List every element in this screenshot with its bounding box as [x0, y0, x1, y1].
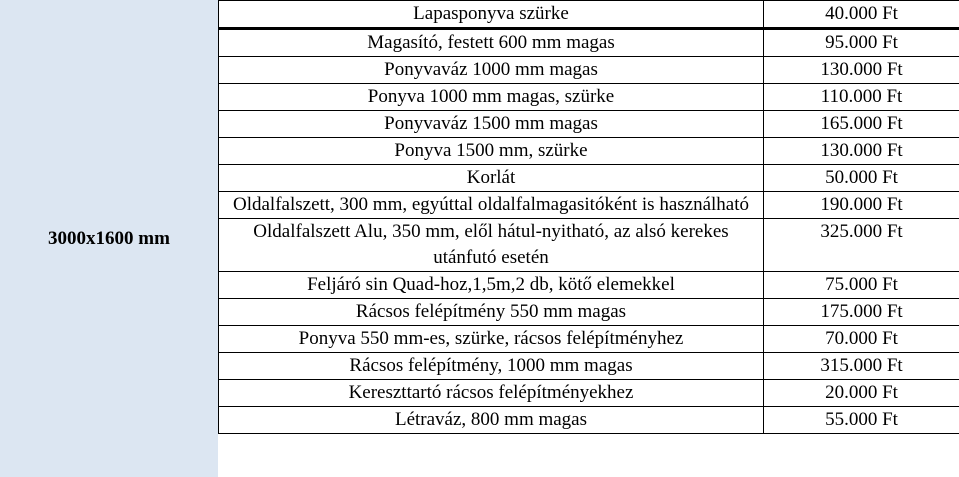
size-column: [0, 0, 218, 477]
item-cell: Létraváz, 800 mm magas: [219, 407, 764, 434]
item-cell: Rácsos felépítmény, 1000 mm magas: [219, 353, 764, 380]
table-row: [219, 1, 959, 29]
price-cell: 190.000 Ft: [764, 192, 959, 219]
item-cell: Ponyvaváz 1500 mm magas: [219, 111, 764, 138]
price-table: [218, 0, 959, 434]
table-row: [219, 57, 959, 84]
price-cell: 20.000 Ft: [764, 380, 959, 407]
item-cell: Oldalfalszett Alu, 350 mm, elől hátul-nyitható, az alsó kerekes utánfutó esetén: [219, 219, 764, 272]
item-cell: Kereszttartó rácsos felépítményekhez: [219, 380, 764, 407]
price-cell: 315.000 Ft: [764, 353, 959, 380]
item-cell: Lapasponyva szürke: [219, 1, 764, 29]
table-row: [219, 219, 959, 272]
table-row: [219, 326, 959, 353]
item-cell: Magasító, festett 600 mm magas: [219, 29, 764, 57]
price-cell: 70.000 Ft: [764, 326, 959, 353]
table-row: [219, 353, 959, 380]
price-cell: 130.000 Ft: [764, 57, 959, 84]
price-cell: 110.000 Ft: [764, 84, 959, 111]
price-cell: 40.000 Ft: [764, 1, 959, 29]
price-cell: 95.000 Ft: [764, 29, 959, 57]
table-row: [219, 165, 959, 192]
item-cell: Ponyva 1500 mm, szürke: [219, 138, 764, 165]
table-row: [219, 192, 959, 219]
size-label: 3000x1600 mm: [48, 227, 170, 249]
table-row: [219, 407, 959, 434]
table-row: [219, 29, 959, 57]
price-cell: 175.000 Ft: [764, 299, 959, 326]
table-row: [219, 138, 959, 165]
item-cell: Rácsos felépítmény 550 mm magas: [219, 299, 764, 326]
table-row: [219, 272, 959, 299]
table-row: [219, 380, 959, 407]
table-row: [219, 299, 959, 326]
table-row: [219, 111, 959, 138]
item-cell: Ponyvaváz 1000 mm magas: [219, 57, 764, 84]
item-cell: Ponyva 550 mm-es, szürke, rácsos felépítményhez: [219, 326, 764, 353]
item-cell: Ponyva 1000 mm magas, szürke: [219, 84, 764, 111]
price-cell: 55.000 Ft: [764, 407, 959, 434]
item-cell: Oldalfalszett, 300 mm, egyúttal oldalfalmagasitóként is használható: [219, 192, 764, 219]
price-cell: 50.000 Ft: [764, 165, 959, 192]
price-cell: 75.000 Ft: [764, 272, 959, 299]
price-cell: 130.000 Ft: [764, 138, 959, 165]
item-cell: Feljáró sin Quad-hoz,1,5m,2 db, kötő elemekkel: [219, 272, 764, 299]
price-cell: 165.000 Ft: [764, 111, 959, 138]
table-row: [219, 84, 959, 111]
price-cell: 325.000 Ft: [764, 219, 959, 272]
item-cell: Korlát: [219, 165, 764, 192]
